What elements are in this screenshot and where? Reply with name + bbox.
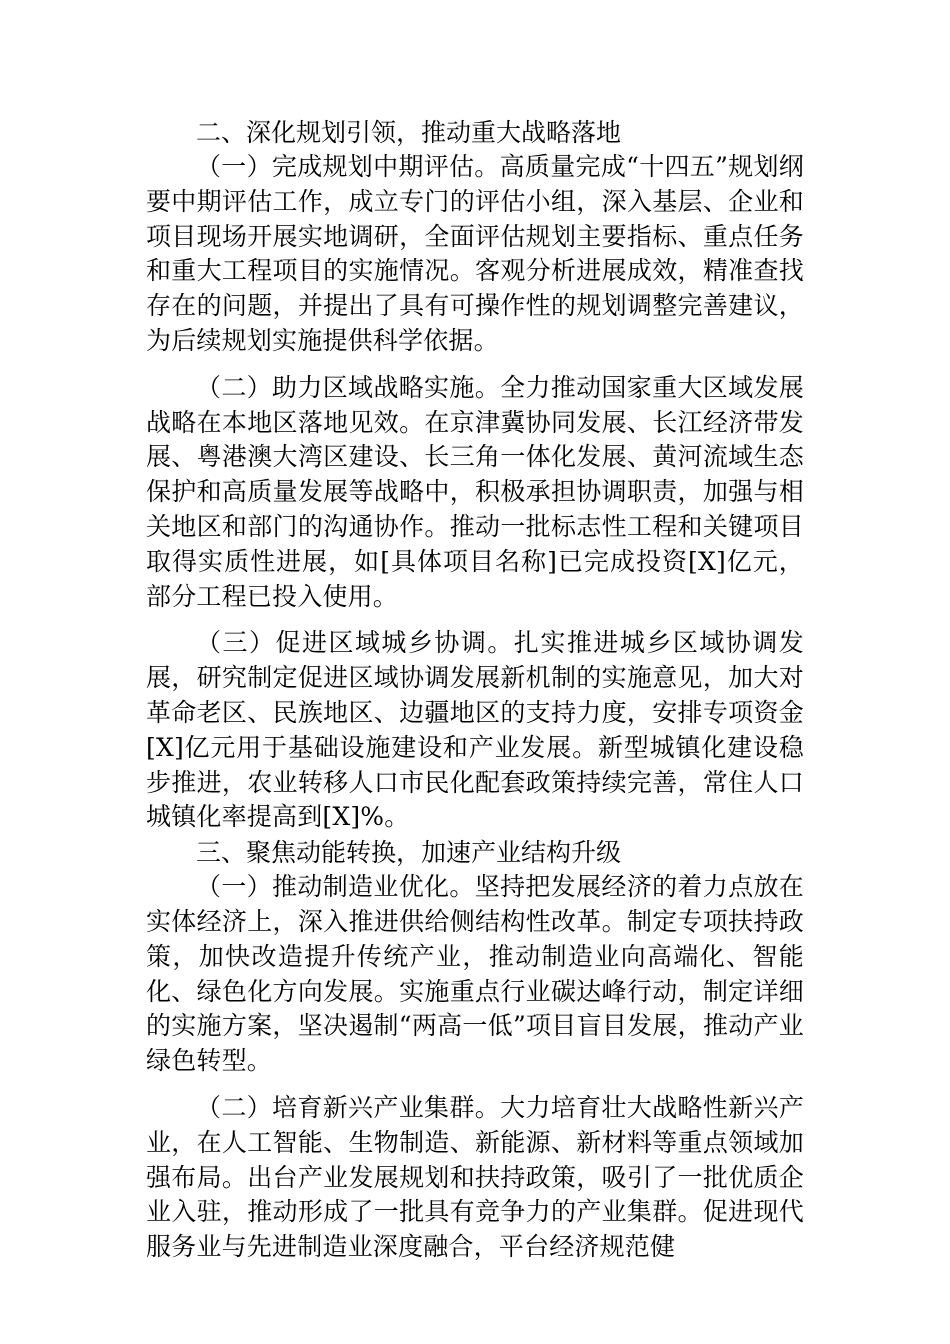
body-paragraph: （一）完成规划中期评估。高质量完成“十四五”规划纲要中期评估工作，成立专门的评估小组，深入基层、企业和项目现场开展实地调研，全面评估规划主要指标、重点任务和重大工程项目的实施情况。客观分析进展成效，精准查找存在的问题，并提出了具有可操作性的规划调整完善建议，为后续规划实施提供科学依据。 <box>146 152 804 355</box>
body-paragraph: （二）培育新兴产业集群。大力培育壮大战略性新兴产业，在人工智能、生物制造、新能源、新材料等重点领域加强布局。出台产业发展规划和扶持政策，吸引了一批优质企业入驻，推动形成了一批具有竞争力的产业集群。促进现代服务业与先进制造业深度融合，平台经济规范健 <box>146 1092 804 1262</box>
section-heading: 二、深化规划引领，推动重大战略落地 <box>196 118 622 147</box>
section-heading: 三、聚焦动能转换，加速产业结构升级 <box>196 838 622 868</box>
body-paragraph: （一）推动制造业优化。坚持把发展经济的着力点放在实体经济上，深入推进供给侧结构性改革。制定专项扶持政策，加快改造提升传统产业，推动制造业向高端化、智能化、绿色化方向发展。实施重点行业碳达峰行动，制定详细的实施方案，坚决遏制“两高一低”项目盲目发展，推动产业绿色转型。 <box>146 872 804 1076</box>
body-paragraph: （三）促进区域城乡协调。扎实推进城乡区域协调发展，研究制定促进区域协调发展新机制的实施意见，加大对革命老区、民族地区、边疆地区的支持力度，安排专项资金[X]亿元用于基础设施建设和产业发展。新型城镇化建设稳步推进，农业转移人口市民化配套政策持续完善，常住人口城镇化率提高到[X]%。 <box>146 628 804 832</box>
body-paragraph: （二）助力区域战略实施。全力推动国家重大区域发展战略在本地区落地见效。在京津冀协同发展、长江经济带发展、粤港澳大湾区建设、长三角一体化发展、黄河流域生态保护和高质量发展等战略中，积极承担协调职责，加强与相关地区和部门的沟通协作。推动一批标志性工程和关键项目取得实质性进展，如[具体项目名称]已完成投资[X]亿元，部分工程已投入使用。 <box>146 372 804 611</box>
